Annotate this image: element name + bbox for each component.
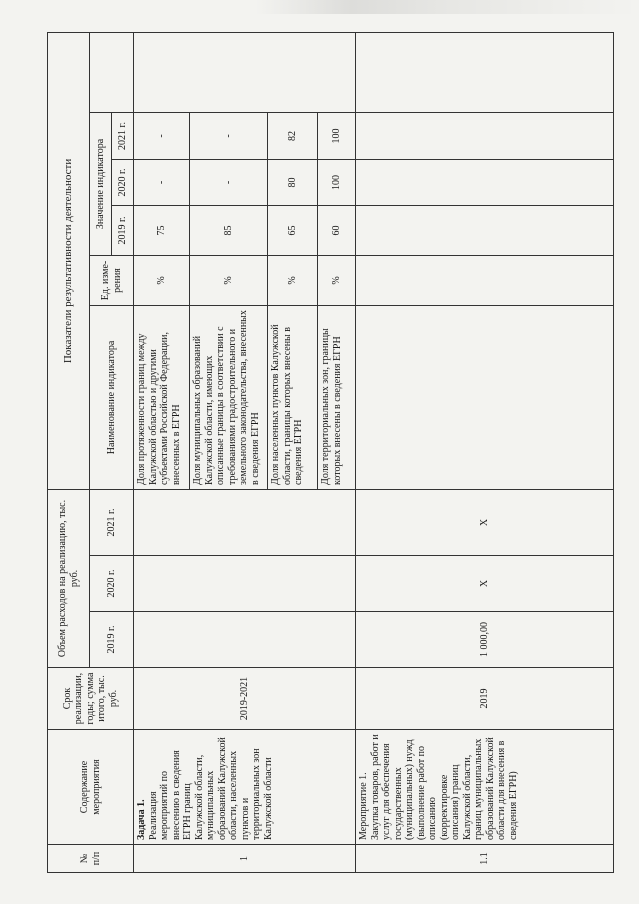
val-2020-header: 2020 г. (112, 159, 134, 205)
task-exp-2020 (134, 556, 356, 612)
task-exp-2019 (134, 612, 356, 668)
event-exp-2021: X (356, 489, 614, 555)
event-exp-2019: 1 000,00 (356, 612, 614, 668)
event-term: 2019 (356, 668, 614, 730)
val-2019-header: 2019 г. (112, 205, 134, 255)
indicator-unit: % (318, 255, 356, 305)
indicator-2019: 75 (134, 205, 190, 255)
indicator-name: Доля территориальных зон, границы которых внесены в сведения ЕГРН (318, 305, 356, 489)
col-content-header: Содержание мероприятия (48, 730, 134, 845)
indicator-unit: % (268, 255, 318, 305)
event-v2020-empty (356, 159, 614, 205)
indicator-2021: - (134, 112, 190, 159)
ind-value-header: Значение индикатора (90, 112, 112, 255)
task-num: 1 (134, 845, 356, 873)
task-exp-2021 (134, 489, 356, 555)
event-row (356, 32, 614, 872)
exp-2021-header: 2021 г. (90, 489, 134, 555)
ind-name-header: Наименование индикатора (90, 305, 134, 489)
empty-cell (134, 32, 356, 112)
indicator-name: Доля муниципальных образований Калужской области, имеющих описанные границы в соответствии с требованиями градостроительного и земельного законодательства, внесенных в сведения ЕГРН (190, 305, 268, 489)
event-v2021-empty (356, 112, 614, 159)
task-content-cell (134, 730, 356, 845)
val-2021-header: 2021 г. (112, 112, 134, 159)
indicator-2020: - (134, 159, 190, 205)
event-exp-2020: X (356, 556, 614, 612)
task-title: Задача 1. (136, 799, 147, 840)
indicator-2021: 82 (268, 112, 318, 159)
col-expenses-header: Объем расходов на реализацию, тыс. руб. (48, 489, 90, 667)
col-num-header: № п/п (48, 845, 134, 873)
event-last-empty (356, 32, 614, 112)
indicator-2021: - (190, 112, 268, 159)
indicator-2020: - (190, 159, 268, 205)
indicator-2021: 100 (318, 112, 356, 159)
indicator-unit: % (190, 255, 268, 305)
activities-table (47, 32, 614, 873)
indicator-name: Доля населенных пунктов Калужской области, границы которых внесены в сведения ЕГРН (268, 305, 318, 489)
indicator-2019: 65 (268, 205, 318, 255)
indicator-2019: 60 (318, 205, 356, 255)
indicator-name: Доля протяженности границ между Калужской областью и другими субъектами Российской Федерации, внесенных в ЕГРН (134, 305, 190, 489)
col-term-header: Срок реализации, годы; сумма итого, тыс. руб. (48, 668, 134, 730)
event-unit-empty (356, 255, 614, 305)
event-v2019-empty (356, 205, 614, 255)
task-text: Реализация мероприятий по внесению в сведения ЕГРН границ Калужской области, муниципальных образований Калужской области, населенных пунктов и территориальных зон Калужской области (147, 737, 274, 840)
exp-2020-header: 2020 г. (90, 556, 134, 612)
indicator-2020: 100 (318, 159, 356, 205)
header-row-1 (48, 32, 90, 872)
empty-header-cell (90, 32, 134, 112)
unit-header: Ед. изме- рения (90, 255, 134, 305)
col-indicators-header: Показатели результативности деятельности (48, 32, 90, 489)
exp-2019-header: 2019 г. (90, 612, 134, 668)
rotated-table-container (47, 33, 614, 873)
event-num: 1.1 (356, 845, 614, 873)
task-term: 2019-2021 (134, 668, 356, 730)
task-row-1 (134, 32, 190, 872)
event-indicator-empty (356, 305, 614, 489)
indicator-unit: % (134, 255, 190, 305)
event-content: Мероприятие 1. Закупка товаров, работ и услуг для обеспечения государственных (муниципальных) нужд (выполнение работ по описанию (корректировке описания) границ Калужской области, границ муниципальных образований Калужской области для внесения в сведения ЕГРН) (356, 730, 614, 845)
indicator-2019: 85 (190, 205, 268, 255)
indicator-2020: 80 (268, 159, 318, 205)
